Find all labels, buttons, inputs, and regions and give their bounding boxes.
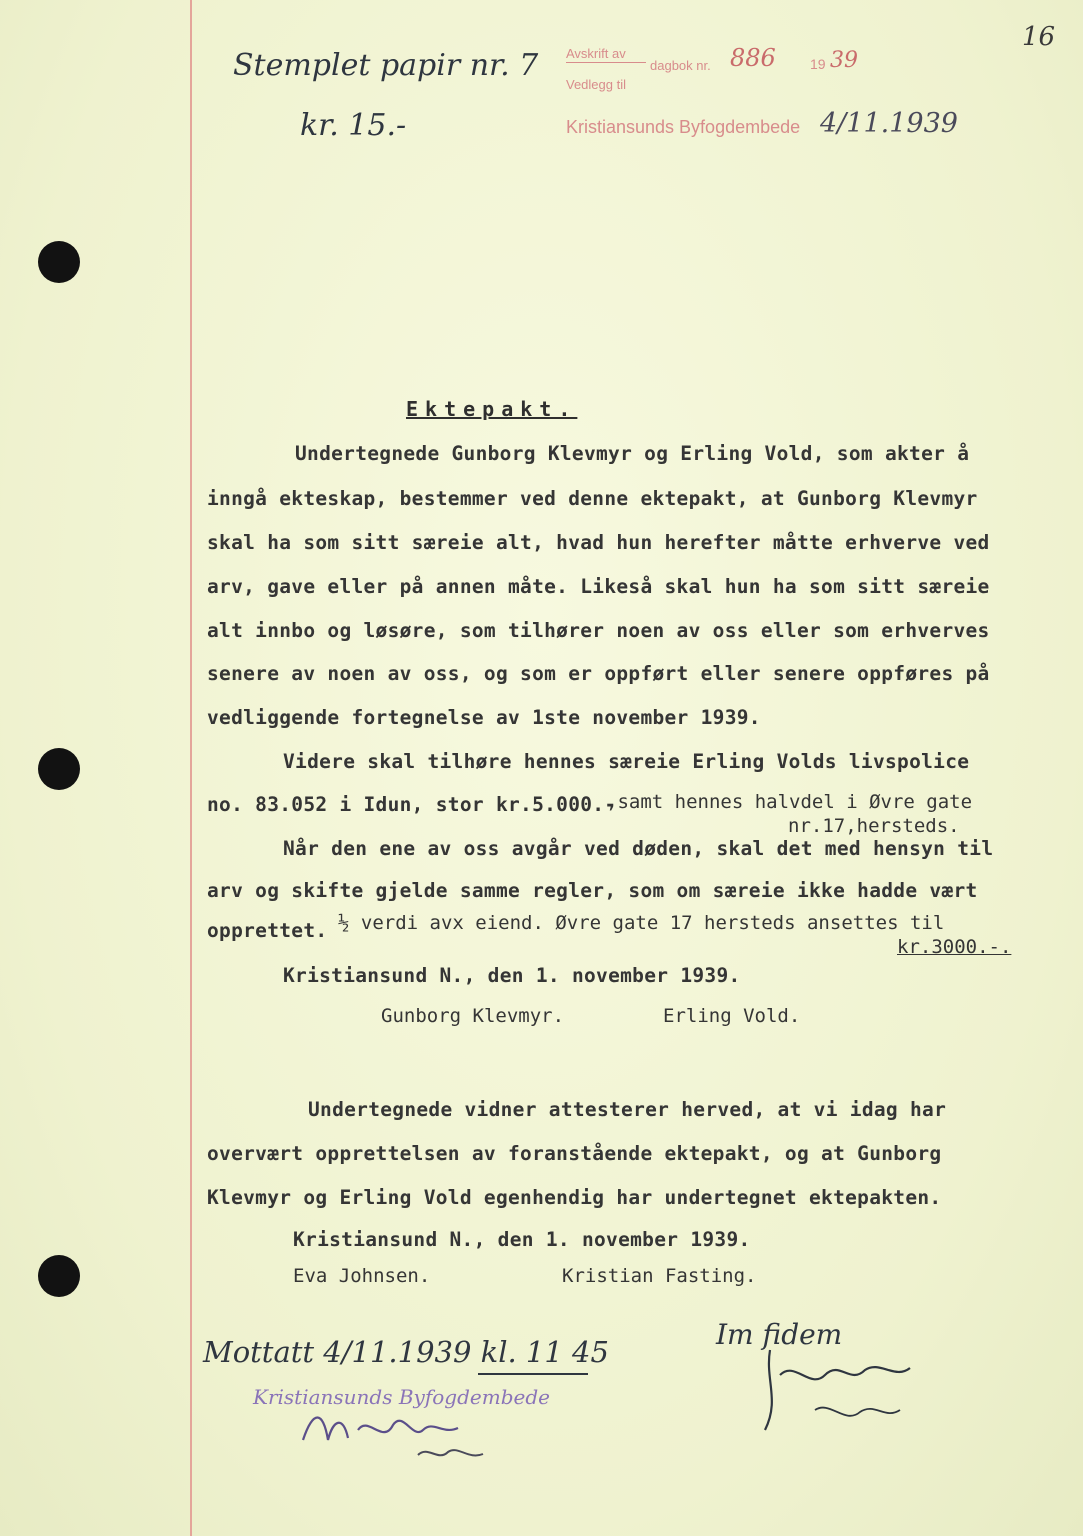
stamp-dagbok-label: dagbok nr.	[650, 58, 711, 73]
para1-line: vedliggende fortegnelse av 1ste november 1939.	[207, 706, 761, 729]
in-fidem-note: Im fidem	[716, 1318, 843, 1351]
stamp-year-suffix: 39	[830, 48, 858, 73]
stamp-year-prefix: 19	[810, 56, 826, 72]
received-underline	[478, 1373, 588, 1375]
place-date-2: Kristiansund N., den 1. november 1939.	[293, 1228, 751, 1251]
stamp-attachment-to: Vedlegg til	[566, 77, 626, 92]
page-number: 16	[1022, 22, 1056, 52]
para2-line: no. 83.052 i Idun, stor kr.5.000.-	[207, 793, 617, 816]
para3-amount: kr.3000.-.	[897, 936, 1012, 958]
fee-note: kr. 15.-	[300, 108, 407, 143]
stamp-copy-of: Avskrift av	[566, 46, 626, 61]
stamp-handwritten-date: 4/11.1939	[820, 108, 958, 139]
office-stamp-purple: Kristiansunds Byfogdembede	[253, 1385, 550, 1409]
para1-line: Undertegnede Gunborg Klevmyr og Erling Vold, som akter å	[295, 442, 970, 465]
para1-line: senere av noen av oss, og som er oppført eller senere oppføres på	[207, 662, 990, 685]
stamped-paper-note: Stemplet papir nr. 7	[233, 48, 539, 83]
para3-line: opprettet.	[207, 919, 328, 942]
handwritten-signature-stamp	[298, 1400, 518, 1470]
para1-line: inngå ekteskap, bestemmer ved denne ektepakt, at Gunborg Klevmyr	[207, 487, 978, 510]
stamp-office-name: Kristiansunds Byfogdembede	[566, 117, 801, 137]
witness-line: Klevmyr og Erling Vold egenhendig har undertegnet ektepakten.	[207, 1186, 942, 1209]
witness-kristian: Kristian Fasting.	[562, 1265, 757, 1287]
para2-line: Videre skal tilhøre hennes særeie Erling Volds livspolice	[283, 750, 970, 773]
para3-addition: ½ verdi avx eiend. Øvre gate 17 hersteds ansettes til	[338, 912, 945, 934]
witness-eva: Eva Johnsen.	[293, 1265, 431, 1287]
signature-gunborg: Gunborg Klevmyr.	[381, 1005, 565, 1027]
punch-hole-top	[38, 241, 80, 283]
para1-line: arv, gave eller på annen måte. Likeså skal hun ha som sitt særeie	[207, 575, 990, 598]
para1-line: alt innbo og løsøre, som tilhører noen av oss eller som erhverves	[207, 619, 990, 642]
para3-line: Når den ene av oss avgår ved døden, skal det med hensyn til	[283, 837, 994, 860]
margin-rule	[190, 0, 192, 1536]
place-date-1: Kristiansund N., den 1. november 1939.	[283, 964, 741, 987]
para2-addition: ,samt hennes halvdel i Øvre gate	[606, 791, 973, 813]
para2-addition-line2: nr.17,hersteds.	[788, 815, 960, 837]
stamp-dagbok-number: 886	[730, 44, 776, 72]
punch-hole-middle	[38, 748, 80, 790]
received-note: Mottatt 4/11.1939 kl. 11 45	[203, 1335, 609, 1369]
handwritten-signature-clerk	[755, 1330, 935, 1450]
stamp-underline	[566, 62, 646, 63]
para1-line: skal ha som sitt særeie alt, hvad hun herefter måtte erhverve ved	[207, 531, 990, 554]
signature-erling: Erling Vold.	[663, 1005, 801, 1027]
document-title: Ektepakt.	[406, 397, 578, 421]
witness-line: Undertegnede vidner attesterer herved, at vi idag har	[308, 1098, 947, 1121]
witness-line: overvært opprettelsen av foranstående ektepakt, og at Gunborg	[207, 1142, 942, 1165]
para3-line: arv og skifte gjelde samme regler, som om særeie ikke hadde vært	[207, 879, 978, 902]
punch-hole-bottom	[38, 1255, 80, 1297]
